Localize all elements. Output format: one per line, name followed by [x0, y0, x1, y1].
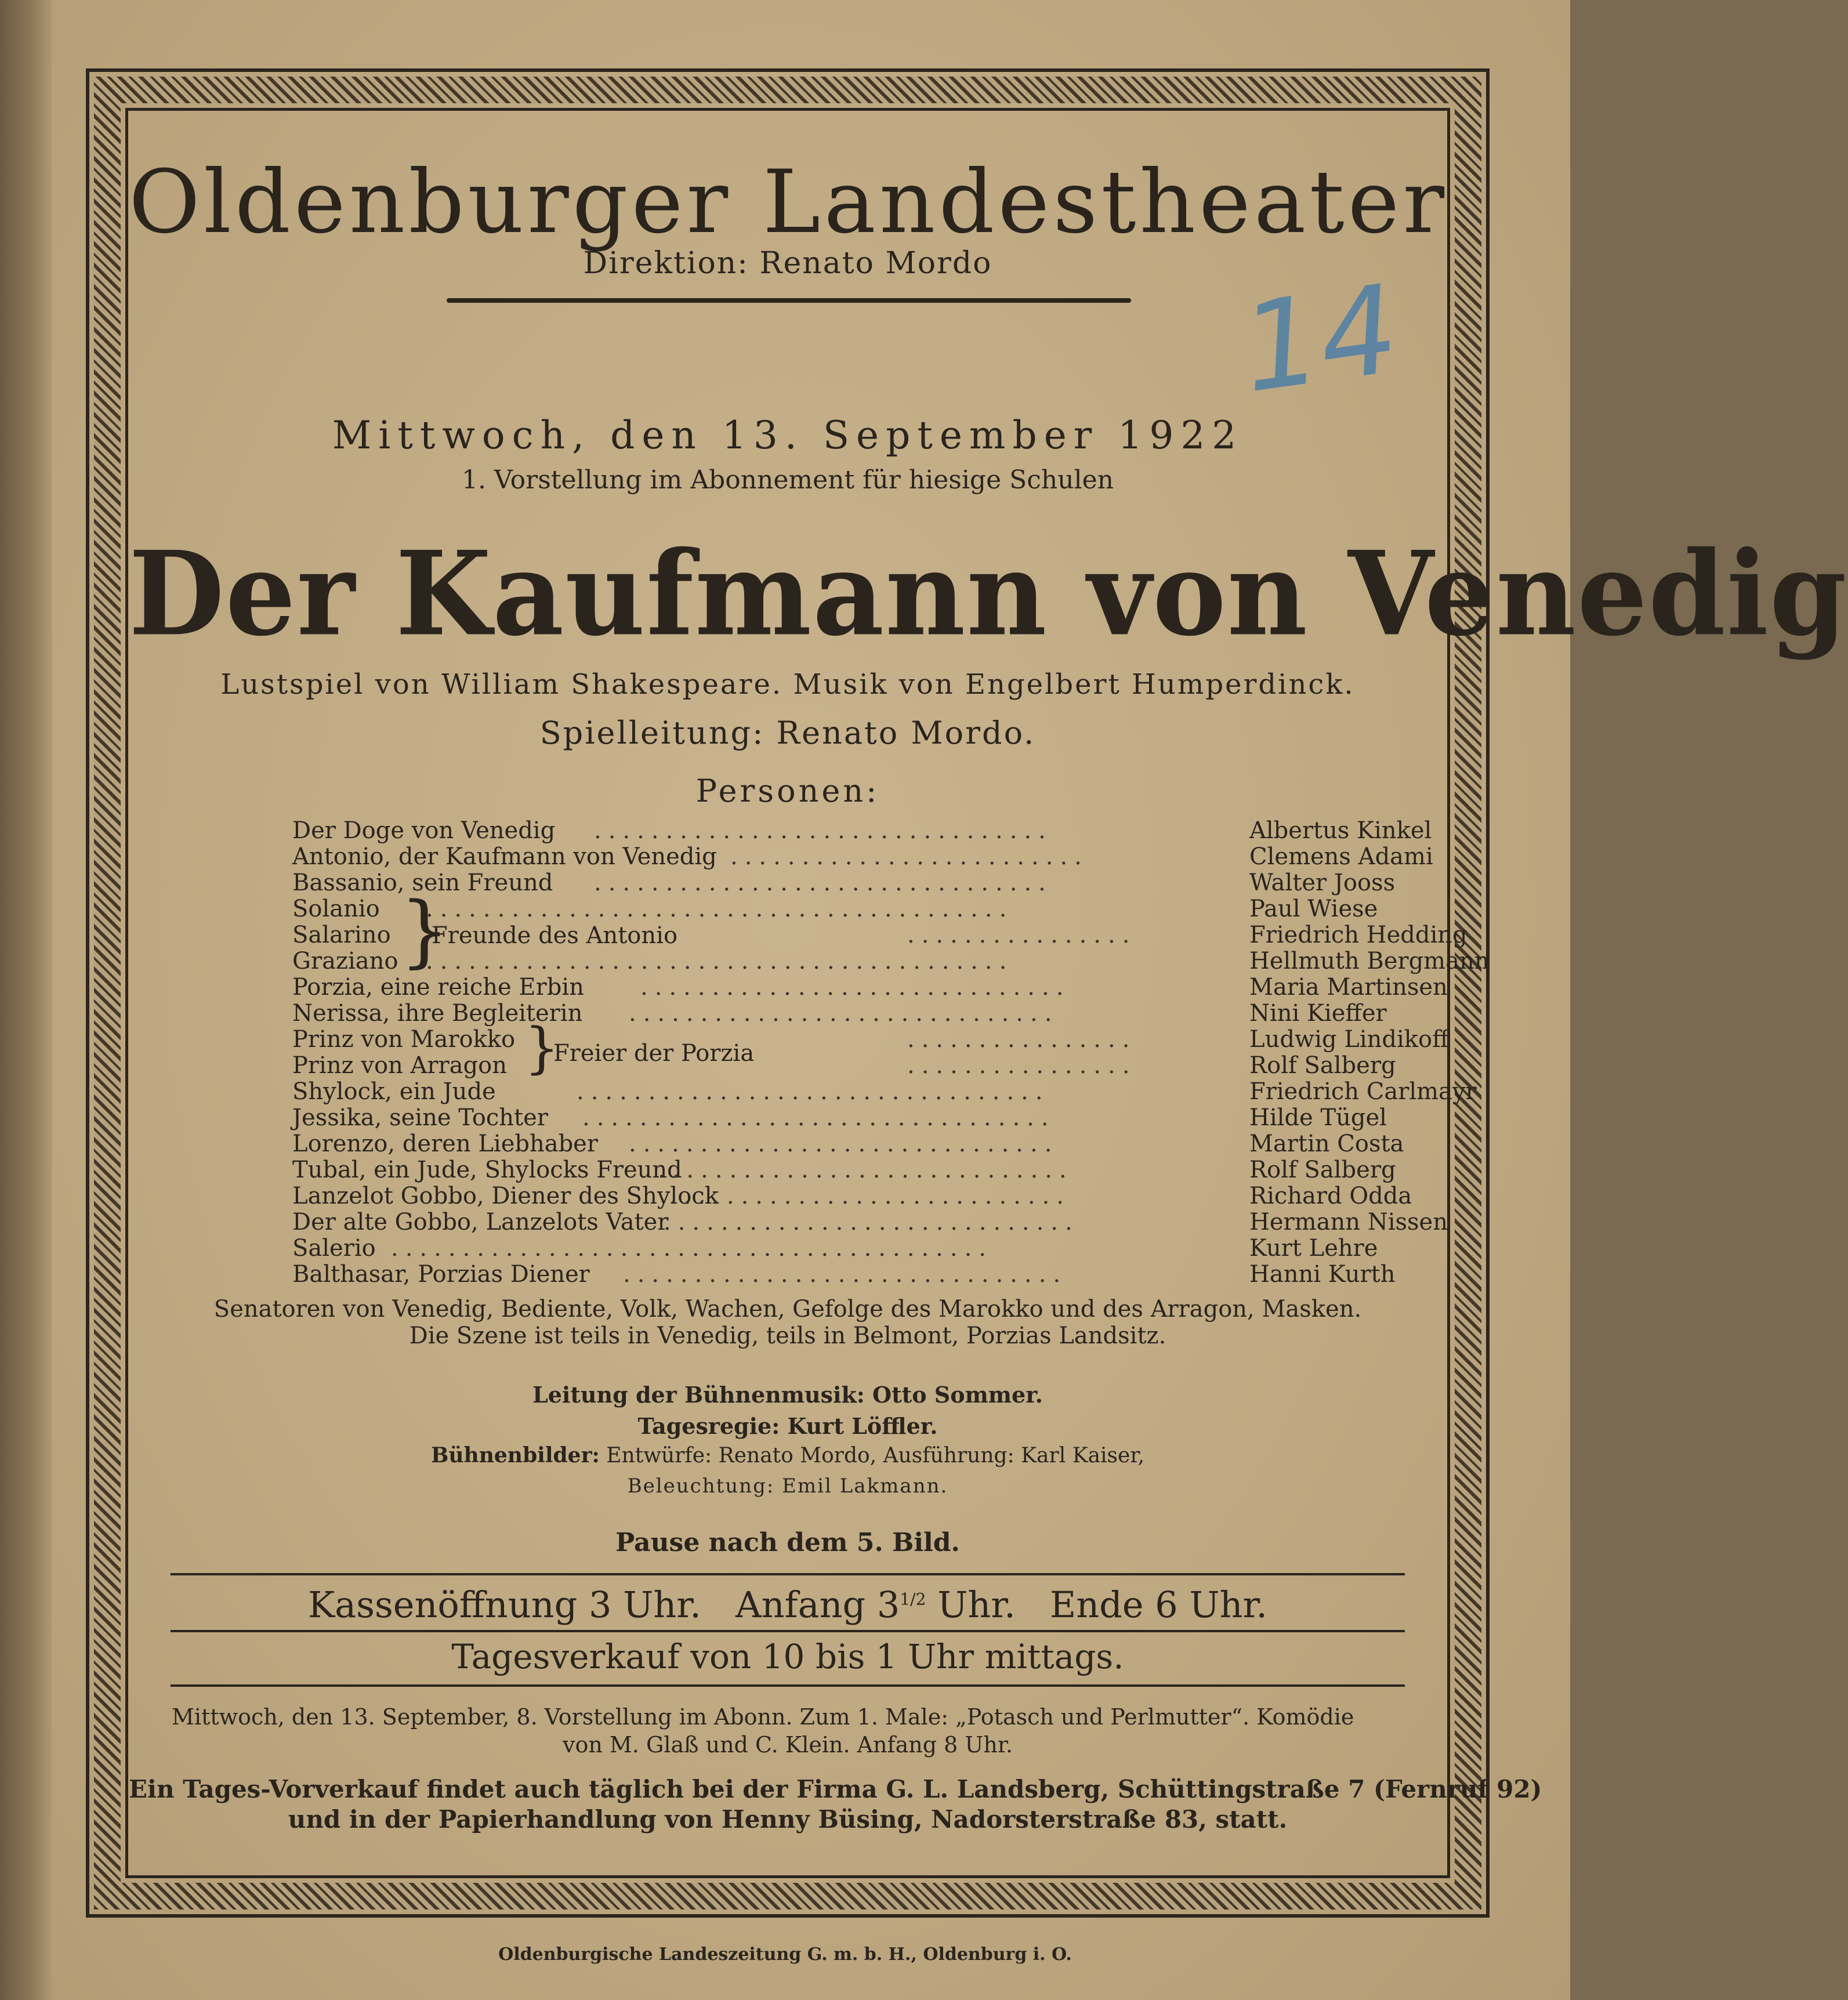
cast-role: Graziano [292, 948, 398, 974]
cast-row [292, 844, 1452, 870]
set-design-text: Entwürfe: Renato Mordo, Ausführung: Karl Kaiser, [606, 1444, 1145, 1468]
cast-actor: Hermann Nissen [1249, 1209, 1448, 1235]
extras-note: Senatoren von Venedig, Bediente, Volk, Wachen, Gefolge des Marokko und des Arragon, Masken. [213, 1296, 1362, 1323]
leader-dots: ......................................... [426, 896, 1014, 922]
next-show-line1: Mittwoch, den 13. September, 8. Vorstellung im Abonn. Zum 1. Male: „Potasch und Perlmutter“. Komödie [172, 1704, 1354, 1730]
theater-name: Oldenburger Landestheater [129, 152, 1448, 253]
set-design-credit [129, 1443, 1447, 1468]
brace-freunde: } [400, 885, 450, 976]
leader-dots: ............................... [623, 1261, 1068, 1288]
cast-row [292, 1235, 1452, 1262]
cast-role: Lorenzo, deren Liebhaber [292, 1131, 598, 1157]
cast-role: Porzia, eine reiche Erbin [292, 974, 584, 1001]
cast-actor: Walter Jooss [1249, 869, 1396, 896]
cast-role: Der Doge von Venedig [292, 817, 556, 844]
leader-dots: ................................. [577, 1078, 1050, 1105]
day-sale-hours: Tagesverkauf von 10 bis 1 Uhr mittags. [451, 1637, 1124, 1676]
stage-manager-credit: Tagesregie: Kurt Löffler. [637, 1413, 938, 1439]
leader-dots: ............................. [664, 1209, 1079, 1235]
cast-row [292, 1157, 1452, 1183]
group-freier: Freier der Porzia [553, 1039, 755, 1067]
cast-actor: Hellmuth Bergmann [1249, 948, 1490, 974]
scene-note: Die Szene ist teils in Venedig, teils in Belmont, Porzias Landsitz. [409, 1323, 1166, 1349]
presale-line1: Ein Tages-Vorverkauf findet auch täglich bei der Firma G. L. Landsberg, Schüttingstraße 7 (Fernruf 92) [129, 1775, 1542, 1803]
cast-actor: Nini Kieffer [1249, 1000, 1387, 1027]
leader-dots: ................................ [594, 869, 1053, 896]
direction-credit: Spielleitung: Renato Mordo. [539, 715, 1036, 751]
cast-row [292, 1027, 1452, 1053]
rule-bottom [171, 1684, 1405, 1687]
header-rule [447, 298, 1131, 303]
cast-row [292, 1131, 1452, 1157]
cast-row [292, 870, 1452, 896]
presale-line2: und in der Papierhandlung von Henny Büsing, Nadorsterstraße 83, statt. [288, 1805, 1288, 1834]
performance-date: Mittwoch, den 13. September 1922 [332, 413, 1244, 458]
leader-dots: ................ [907, 922, 1137, 948]
leader-dots: ................................ [594, 817, 1053, 844]
cast-actor: Clemens Adami [1249, 843, 1433, 870]
subscription-note: 1. Vorstellung im Abonnement für hiesige Schulen [461, 465, 1114, 495]
intermission-note: Pause nach dem 5. Bild. [615, 1528, 960, 1557]
cast-role: Prinz von Arragon [292, 1052, 507, 1079]
leader-dots: ......................... [730, 843, 1089, 870]
cast-row [292, 818, 1452, 844]
cast-actor: Ludwig Lindikoff [1249, 1026, 1449, 1053]
leader-dots: ......................................... [426, 948, 1014, 974]
printer-imprint: Oldenburgische Landeszeitung G. m. b. H., Oldenburg i. O. [498, 1944, 1072, 1965]
cast-role: Salarino [292, 922, 391, 948]
brace-freier: } [524, 1016, 560, 1080]
cast-actor: Friedrich Hedding [1249, 922, 1467, 948]
play-title: Der Kaufmann von Venedig [129, 526, 1848, 662]
play-subtitle: Lustspiel von William Shakespeare. Musik von Engelbert Humperdinck. [220, 668, 1355, 701]
cast-actor: Hilde Tügel [1249, 1104, 1387, 1131]
cast-actor: Friedrich Carlmayr [1249, 1078, 1477, 1105]
cast-actor: Paul Wiese [1249, 896, 1378, 922]
cast-actor: Martin Costa [1249, 1131, 1404, 1157]
start-time-unit: Uhr. [937, 1584, 1016, 1626]
cast-role: Salerio [292, 1235, 376, 1262]
cast-row [292, 1053, 1452, 1079]
leader-dots: .......................................... [391, 1235, 994, 1262]
rule-middle [171, 1630, 1405, 1632]
cast-role: Der alte Gobbo, Lanzelots Vater [292, 1209, 669, 1235]
end-time: Ende 6 Uhr. [1049, 1584, 1268, 1626]
next-show-line2: von M. Glaß und C. Klein. Anfang 8 Uhr. [563, 1732, 1013, 1758]
start-time-fraction: 1/2 [900, 1589, 926, 1609]
cast-row [292, 1183, 1452, 1209]
cast-role: Nerissa, ihre Begleiterin [292, 1000, 583, 1027]
leader-dots: ................................. [582, 1104, 1056, 1131]
set-design-label: Bühnenbilder: [430, 1443, 600, 1468]
cast-role: Bassanio, sein Freund [292, 869, 553, 896]
leader-dots: .............................. [629, 1000, 1059, 1027]
binding-spine [0, 0, 52, 2000]
handwritten-number: 14 [1233, 258, 1407, 421]
cast-role: Tubal, ein Jude, Shylocks Freund [292, 1157, 682, 1183]
leader-dots: ............................ [669, 1183, 1071, 1209]
leader-dots: ............................. [658, 1157, 1074, 1183]
start-time: Anfang 3 [735, 1584, 900, 1626]
cast-role: Lanzelot Gobbo, Diener des Shylock [292, 1183, 719, 1209]
leader-dots: ................ [907, 1052, 1137, 1079]
cast-role: Balthasar, Porzias Diener [292, 1261, 590, 1288]
cast-row [292, 1078, 1477, 1105]
next-show-note [172, 1703, 1404, 1759]
cast-actor: Richard Odda [1249, 1183, 1412, 1209]
cast-row [292, 1209, 1452, 1235]
cast-actor: Maria Martinsen [1249, 974, 1448, 1001]
cast-actor: Hanni Kurth [1249, 1261, 1396, 1288]
group-freunde: Freunde des Antonio [432, 922, 678, 949]
cast-role: Prinz von Marokko [292, 1026, 516, 1053]
leader-dots: .............................. [640, 974, 1071, 1001]
cast-row [292, 1262, 1452, 1288]
direktion: Direktion: Renato Mordo [583, 246, 992, 281]
cast-row [292, 974, 1452, 1001]
cast-row [292, 896, 1452, 922]
times-line [129, 1584, 1447, 1626]
cast-row [292, 1001, 1452, 1027]
cast-actor: Rolf Salberg [1249, 1052, 1396, 1079]
rule-top [171, 1573, 1405, 1575]
cast-row [292, 948, 1490, 974]
cast-heading: Personen: [695, 773, 880, 809]
cast-role: Shylock, ein Jude [292, 1078, 496, 1105]
leader-dots: .............................. [629, 1131, 1059, 1157]
music-credit: Leitung der Bühnenmusik: Otto Sommer. [532, 1382, 1043, 1408]
poster-content [129, 111, 1848, 1875]
leader-dots: ................ [907, 1026, 1137, 1053]
cast-actor: Kurt Lehre [1249, 1235, 1378, 1262]
cast-row [292, 1105, 1452, 1131]
box-office-time: Kassenöffnung 3 Uhr. [307, 1584, 701, 1626]
lighting-credit: Beleuchtung: Emil Lakmann. [627, 1474, 948, 1498]
cast-role: Jessika, seine Tochter [292, 1104, 548, 1131]
cast-actor: Albertus Kinkel [1249, 817, 1432, 844]
cast-role: Solanio [292, 896, 380, 922]
cast-actor: Rolf Salberg [1249, 1157, 1396, 1183]
cast-role: Antonio, der Kaufmann von Venedig [292, 843, 717, 870]
